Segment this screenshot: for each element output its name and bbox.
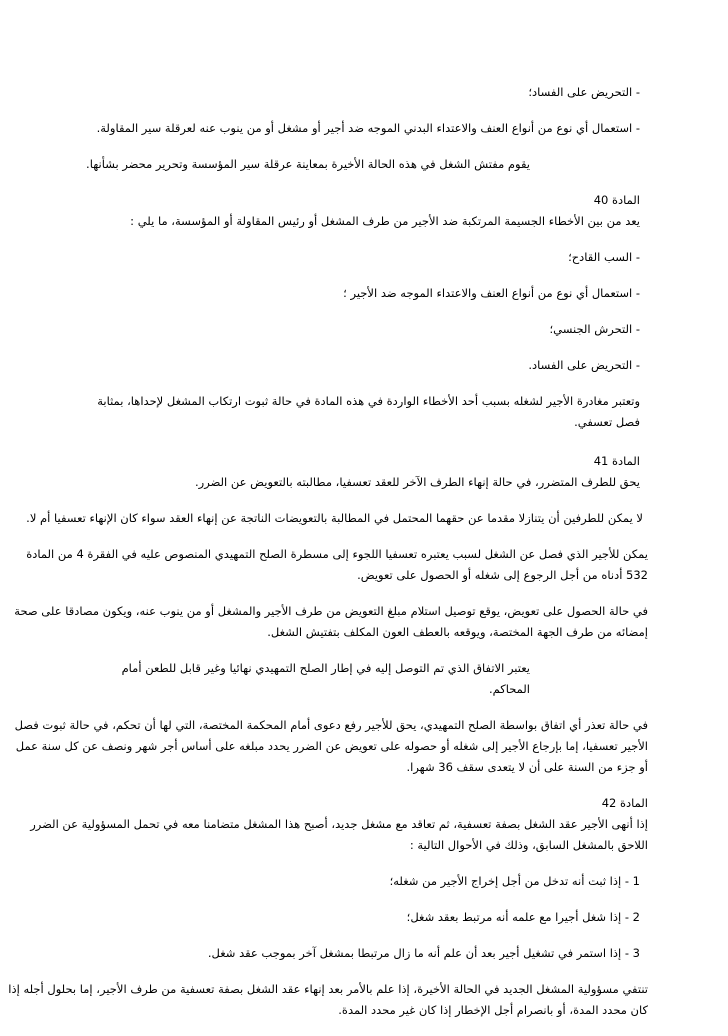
article-40-number: المادة 40 — [593, 193, 640, 207]
article-41-paragraph-4: في حالة الحصول على تعويض، يوقع توصيل استلام مبلغ التعويض من طرف الأجير والمشغل أو من ينوب عنه، ويكون مصادقا على صحة إمضائه من طرف الجهة المختصة، ويوقعه بالعطف العون المكلف بتفتيش الشغل. — [14, 604, 648, 639]
article-40 — [80, 190, 640, 232]
article-42-intro: إذا أنهى الأجير عقد الشغل بصفة تعسفية، ثم تعاقد مع مشغل جديد، أصبح هذا المشغل متضامنا معه في تحمل المسؤولية عن الضرر اللاحق بالمشغل السابق، وذلك في الأحوال التالية : — [30, 817, 648, 852]
article-41-paragraph-5: يعتبر الاتفاق الذي تم التوصل إليه في إطار الصلح التمهيدي نهائيا وغير قابل للطعن أمام المحاكم. — [121, 661, 530, 696]
article-40-item-2: - استعمال أي نوع من أنواع العنف والاعتداء الموجه ضد الأجير ؛ — [343, 286, 640, 300]
paragraph-violence-employer: - استعمال أي نوع من أنواع العنف والاعتداء البدني الموجه ضد أجير أو مشغل أو من ينوب عنه لعرقلة سير المقاولة. — [96, 121, 640, 135]
article-40-item-1: - السب القادح؛ — [568, 250, 640, 264]
article-42-item-3: 3 - إذا استمر في تشغيل أجير بعد أن علم أنه ما زال مرتبطا بمشغل آخر بموجب عقد شغل. — [207, 946, 640, 960]
article-42 — [6, 793, 648, 856]
document-page — [8, 82, 648, 1036]
article-41-paragraph-6: في حالة تعذر أي اتفاق بواسطة الصلح التمهيدي، يحق للأجير رفع دعوى أمام المحكمة المختصة، التي لها أن تحكم، في حالة ثبوت فصل الأجير تعسفيا، إما بإرجاع الأجير إلى شغله أو حصوله على تعويض عن الضرر يحدد مبلغه على أساس أجر شهر ونصف عن كل سنة عمل أو جزء من السنة على أن لا يتعدى سقف 36 شهرا. — [14, 718, 648, 774]
article-41 — [80, 451, 640, 493]
article-41-paragraph-2: لا يمكن للطرفين أن يتنازلا مقدما عن حقهما المحتمل في المطالبة بالتعويضات الناتجة عن إنهاء العقد سواء كان الإنهاء تعسفيا أم لا. — [26, 511, 643, 525]
article-41-paragraph-3: يمكن للأجير الذي فصل عن الشغل لسبب يعتبره تعسفيا اللجوء إلى مسطرة الصلح التمهيدي المنصوص عليه في الفقرة 4 من المادة 532 أدناه من أجل الرجوع إلى شغله أو الحصول على تعويض. — [26, 547, 648, 582]
article-40-conclusion: وتعتبر مغادرة الأجير لشغله بسبب أحد الأخطاء الواردة في هذه المادة في حالة ثبوت ارتكاب المشغل لإحداها، بمثابة فصل تعسفي. — [97, 394, 640, 429]
article-40-item-3: - التحرش الجنسي؛ — [549, 322, 640, 336]
article-41-paragraph-1: يحق للطرف المتضرر، في حالة إنهاء الطرف الآخر للعقد تعسفيا، مطالبته بالتعويض عن الضرر. — [195, 475, 640, 489]
article-42-item-2: 2 - إذا شغل أجيرا مع علمه أنه مرتبط بعقد شغل؛ — [406, 910, 640, 924]
article-40-intro: يعد من بين الأخطاء الجسيمة المرتكبة ضد الأجير من طرف المشغل أو رئيس المقاولة أو المؤسسة، ما يلي : — [130, 214, 640, 228]
article-40-item-4: - التحريض على الفساد. — [528, 358, 640, 372]
article-42-number: المادة 42 — [601, 796, 648, 810]
article-42-conclusion: تنتفي مسؤولية المشغل الجديد في الحالة الأخيرة، إذا علم بالأمر بعد إنهاء عقد الشغل بصفة تعسفية من طرف الأجير، إما بحلول أجله إذا كان محدد المدة، أو بانصرام أجل الإخطار إذا كان غير محدد المدة. — [8, 982, 648, 1017]
article-42-item-1: 1 - إذا ثبت أنه تدخل من أجل إخراج الأجير من شغله؛ — [389, 874, 640, 888]
paragraph-incitement: - التحريض على الفساد؛ — [528, 85, 640, 99]
article-41-number: المادة 41 — [593, 454, 640, 468]
paragraph-inspector: يقوم مفتش الشغل في هذه الحالة الأخيرة بمعاينة عرقلة سير المؤسسة وتحرير محضر بشأنها. — [86, 157, 530, 171]
